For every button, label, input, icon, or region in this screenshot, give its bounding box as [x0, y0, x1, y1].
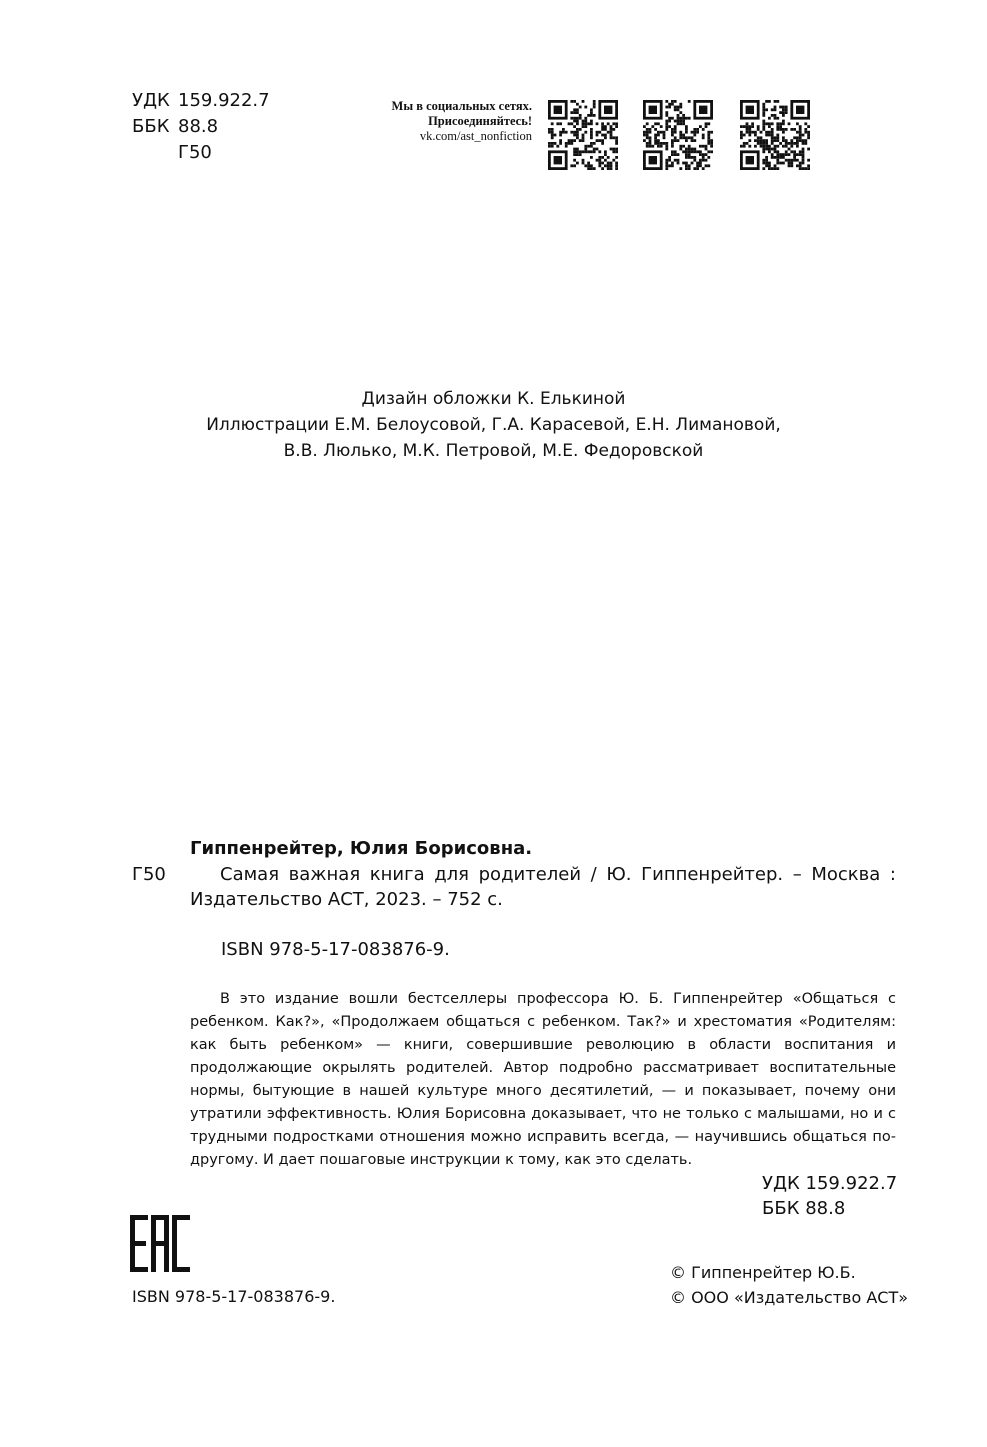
illustrations-credit-1: Иллюстрации Е.М. Белоусовой, Г.А. Карасевой, Е.Н. Лимановой, [206, 415, 781, 435]
bbk-value: 88.8 [178, 116, 219, 137]
illustrations-credit-2: В.В. Люлько, М.К. Петровой, М.Е. Федоровской [283, 441, 704, 461]
bib-author-mark: Г50 [132, 864, 166, 885]
eac-mark-icon [130, 1215, 190, 1272]
title-line-2: Издательство АСТ, 2023. – 752 с. [190, 889, 503, 910]
bbk-label: ББК [132, 116, 170, 137]
social-line-2: Присоединяйтесь! [428, 114, 532, 128]
udk-label: УДК [132, 90, 170, 111]
social-link[interactable]: vk.com/ast_nonfiction [419, 129, 532, 143]
annotation [190, 988, 896, 1172]
cover-credit: Дизайн обложки К. Елькиной [361, 389, 626, 409]
classification-bottom [762, 1171, 897, 1221]
qr-code-icon[interactable] [548, 100, 618, 170]
social-line-1: Мы в социальных сетях. [391, 99, 532, 113]
copyright-author: © Гиппенрейтер Ю.Б. [670, 1263, 856, 1282]
udk-bottom: УДК 159.922.7 [762, 1173, 898, 1194]
udk-value: 159.922.7 [178, 90, 270, 111]
copyright [670, 1260, 908, 1310]
author-mark: Г50 [178, 142, 212, 163]
author-heading: Гиппенрейтер, Юлия Борисовна. [190, 838, 533, 859]
credits [0, 386, 987, 464]
qr-code-icon[interactable] [740, 100, 810, 170]
social-block [380, 99, 532, 144]
copyright-publisher: © ООО «Издательство АСТ» [670, 1288, 909, 1307]
qr-code-icon[interactable] [643, 100, 713, 170]
annotation-text: В это издание вошли бестселлеры профессора Ю. Б. Гиппенрейтер «Общаться с ребенком. Как?», «Продолжаем общаться с ребенком. Так?» и хрестоматия «Родителям: как быть ребенком» — книги, совершившие революцию в области воспитания и продолжающие окрылять родителей. Автор подробно рассматривает воспитательные нормы, бытующие в нашей культуре много десятилетий, — и показывает, почему они утратили эффективность. Юлия Борисовна доказывает, что не только с малышами, но и с трудными подростками отношения можно исправить всегда, — научившись общаться по-другому. И дает пошаговые инструкции к тому, как это сделать. [190, 991, 896, 1168]
isbn-bottom: ISBN 978-5-17-083876-9. [132, 1287, 336, 1306]
isbn-main: ISBN 978-5-17-083876-9. [221, 939, 450, 960]
classification-top [132, 88, 270, 166]
title-line-1: Самая важная книга для родителей / Ю. Гиппенрейтер. – Москва : [220, 864, 896, 885]
bbk-bottom: ББК 88.8 [762, 1198, 846, 1219]
